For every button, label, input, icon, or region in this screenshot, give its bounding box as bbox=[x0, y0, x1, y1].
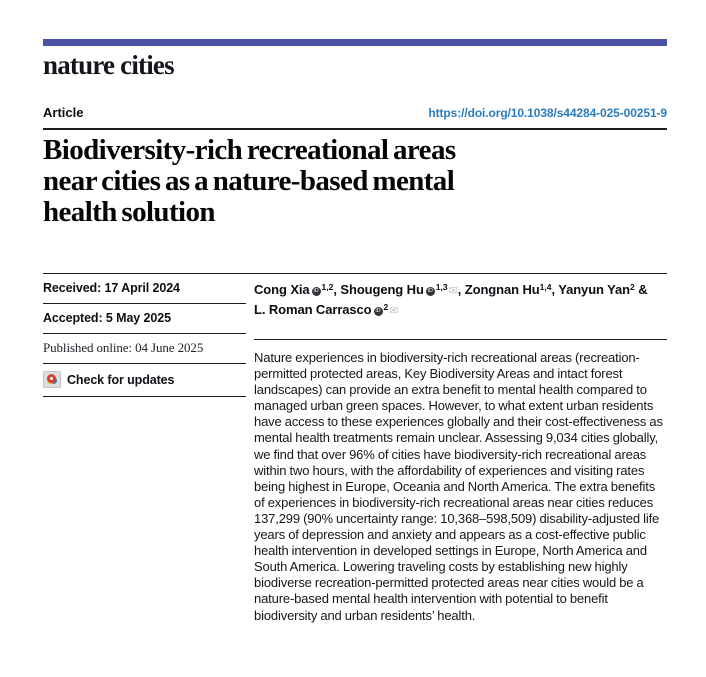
envelope-icon[interactable]: ✉ bbox=[389, 304, 399, 317]
article-header-row bbox=[43, 105, 667, 120]
crossmark-icon bbox=[43, 371, 61, 388]
doi-link[interactable]: https://doi.org/10.1038/s44284-025-00251-9 bbox=[428, 106, 667, 120]
affiliation-superscript: 1,3 bbox=[435, 282, 448, 292]
article-main-column bbox=[254, 274, 667, 624]
article-title bbox=[43, 135, 667, 228]
header-divider bbox=[43, 128, 667, 130]
article-title-line: Biodiversity-rich recreational areas bbox=[43, 134, 456, 166]
published-date: Published online: 04 June 2025 bbox=[43, 334, 246, 364]
author-name: L. Roman Carrasco iD $^2$✉ bbox=[254, 301, 399, 317]
affiliation-superscript: 1,2 bbox=[321, 282, 334, 292]
article-title-line: health solution bbox=[43, 196, 215, 228]
orcid-icon[interactable]: iD bbox=[313, 288, 319, 294]
check-for-updates-button[interactable] bbox=[43, 364, 246, 397]
check-for-updates-label: Check for updates bbox=[67, 372, 175, 387]
orcid-icon[interactable]: iD bbox=[375, 307, 381, 314]
article-title-line: near cities as a nature-based mental bbox=[43, 165, 455, 197]
author-name: Yanyun Yan$^2$ bbox=[558, 282, 635, 297]
journal-brand-bar bbox=[43, 39, 667, 46]
article-history-panel bbox=[43, 274, 246, 624]
affiliation-superscript: 2 bbox=[629, 282, 635, 292]
content-columns bbox=[43, 274, 667, 624]
abstract-text: Nature experiences in biodiversity-rich recreational areas (recreation-permitted protected areas, Key Biodiversity Areas and intact forest landscapes) can provide an extra benefit to mental health compared to managed urban green spaces. However, to what extent urban residents have access to these experiences globally and their cost-effectiveness as mental health treatments remain unclear. Assessing 9,034 cities globally, we find that over 96% of cities have biodiversity-rich recreational areas within two hours, with the affordability of experiences and visiting rates being highest in Europe, Oceania and North America. The extra benefits of experiences in biodiversity-rich recreational areas near cities reduces 137,299 (90% uncertainty range: 10,368–598,509) disability-adjusted life years of depression and anxiety and appears as a cost-effective public health intervention in developed settings in Europe, North America and South America. Lowering traveling costs by establishing new highly biodiverse recreation-permitted protected areas near cities would be a nature-based mental health intervention with potential to benefit biodiversity and urban residents’ health. bbox=[254, 350, 663, 623]
journal-logo[interactable]: nature cities bbox=[43, 50, 174, 80]
received-date: Received: 17 April 2024 bbox=[43, 274, 246, 304]
article-type-label: Article bbox=[43, 105, 84, 120]
article-page bbox=[43, 39, 667, 624]
author-name: Shougeng Hu iD $^{1,3}$✉ bbox=[340, 282, 458, 297]
envelope-icon[interactable]: ✉ bbox=[448, 285, 458, 297]
authors: Cong Xia iD $^{1,2}$, Shougeng Hu iD $^{1,3}$✉, Zongnan Hu$^{1,4}$, Yanyun Yan$^2$ & L. Roman Carrasco iD $^2$✉ bbox=[254, 274, 667, 340]
affiliation-superscript: 1,4 bbox=[539, 282, 552, 292]
orcid-icon[interactable]: iD bbox=[427, 288, 433, 294]
affiliation-superscript: 2 bbox=[383, 301, 389, 312]
accepted-date: Accepted: 5 May 2025 bbox=[43, 304, 246, 334]
author-name: Cong Xia iD $^{1,2}$ bbox=[254, 282, 334, 297]
author-name: Zongnan Hu$^{1,4}$ bbox=[464, 282, 552, 297]
